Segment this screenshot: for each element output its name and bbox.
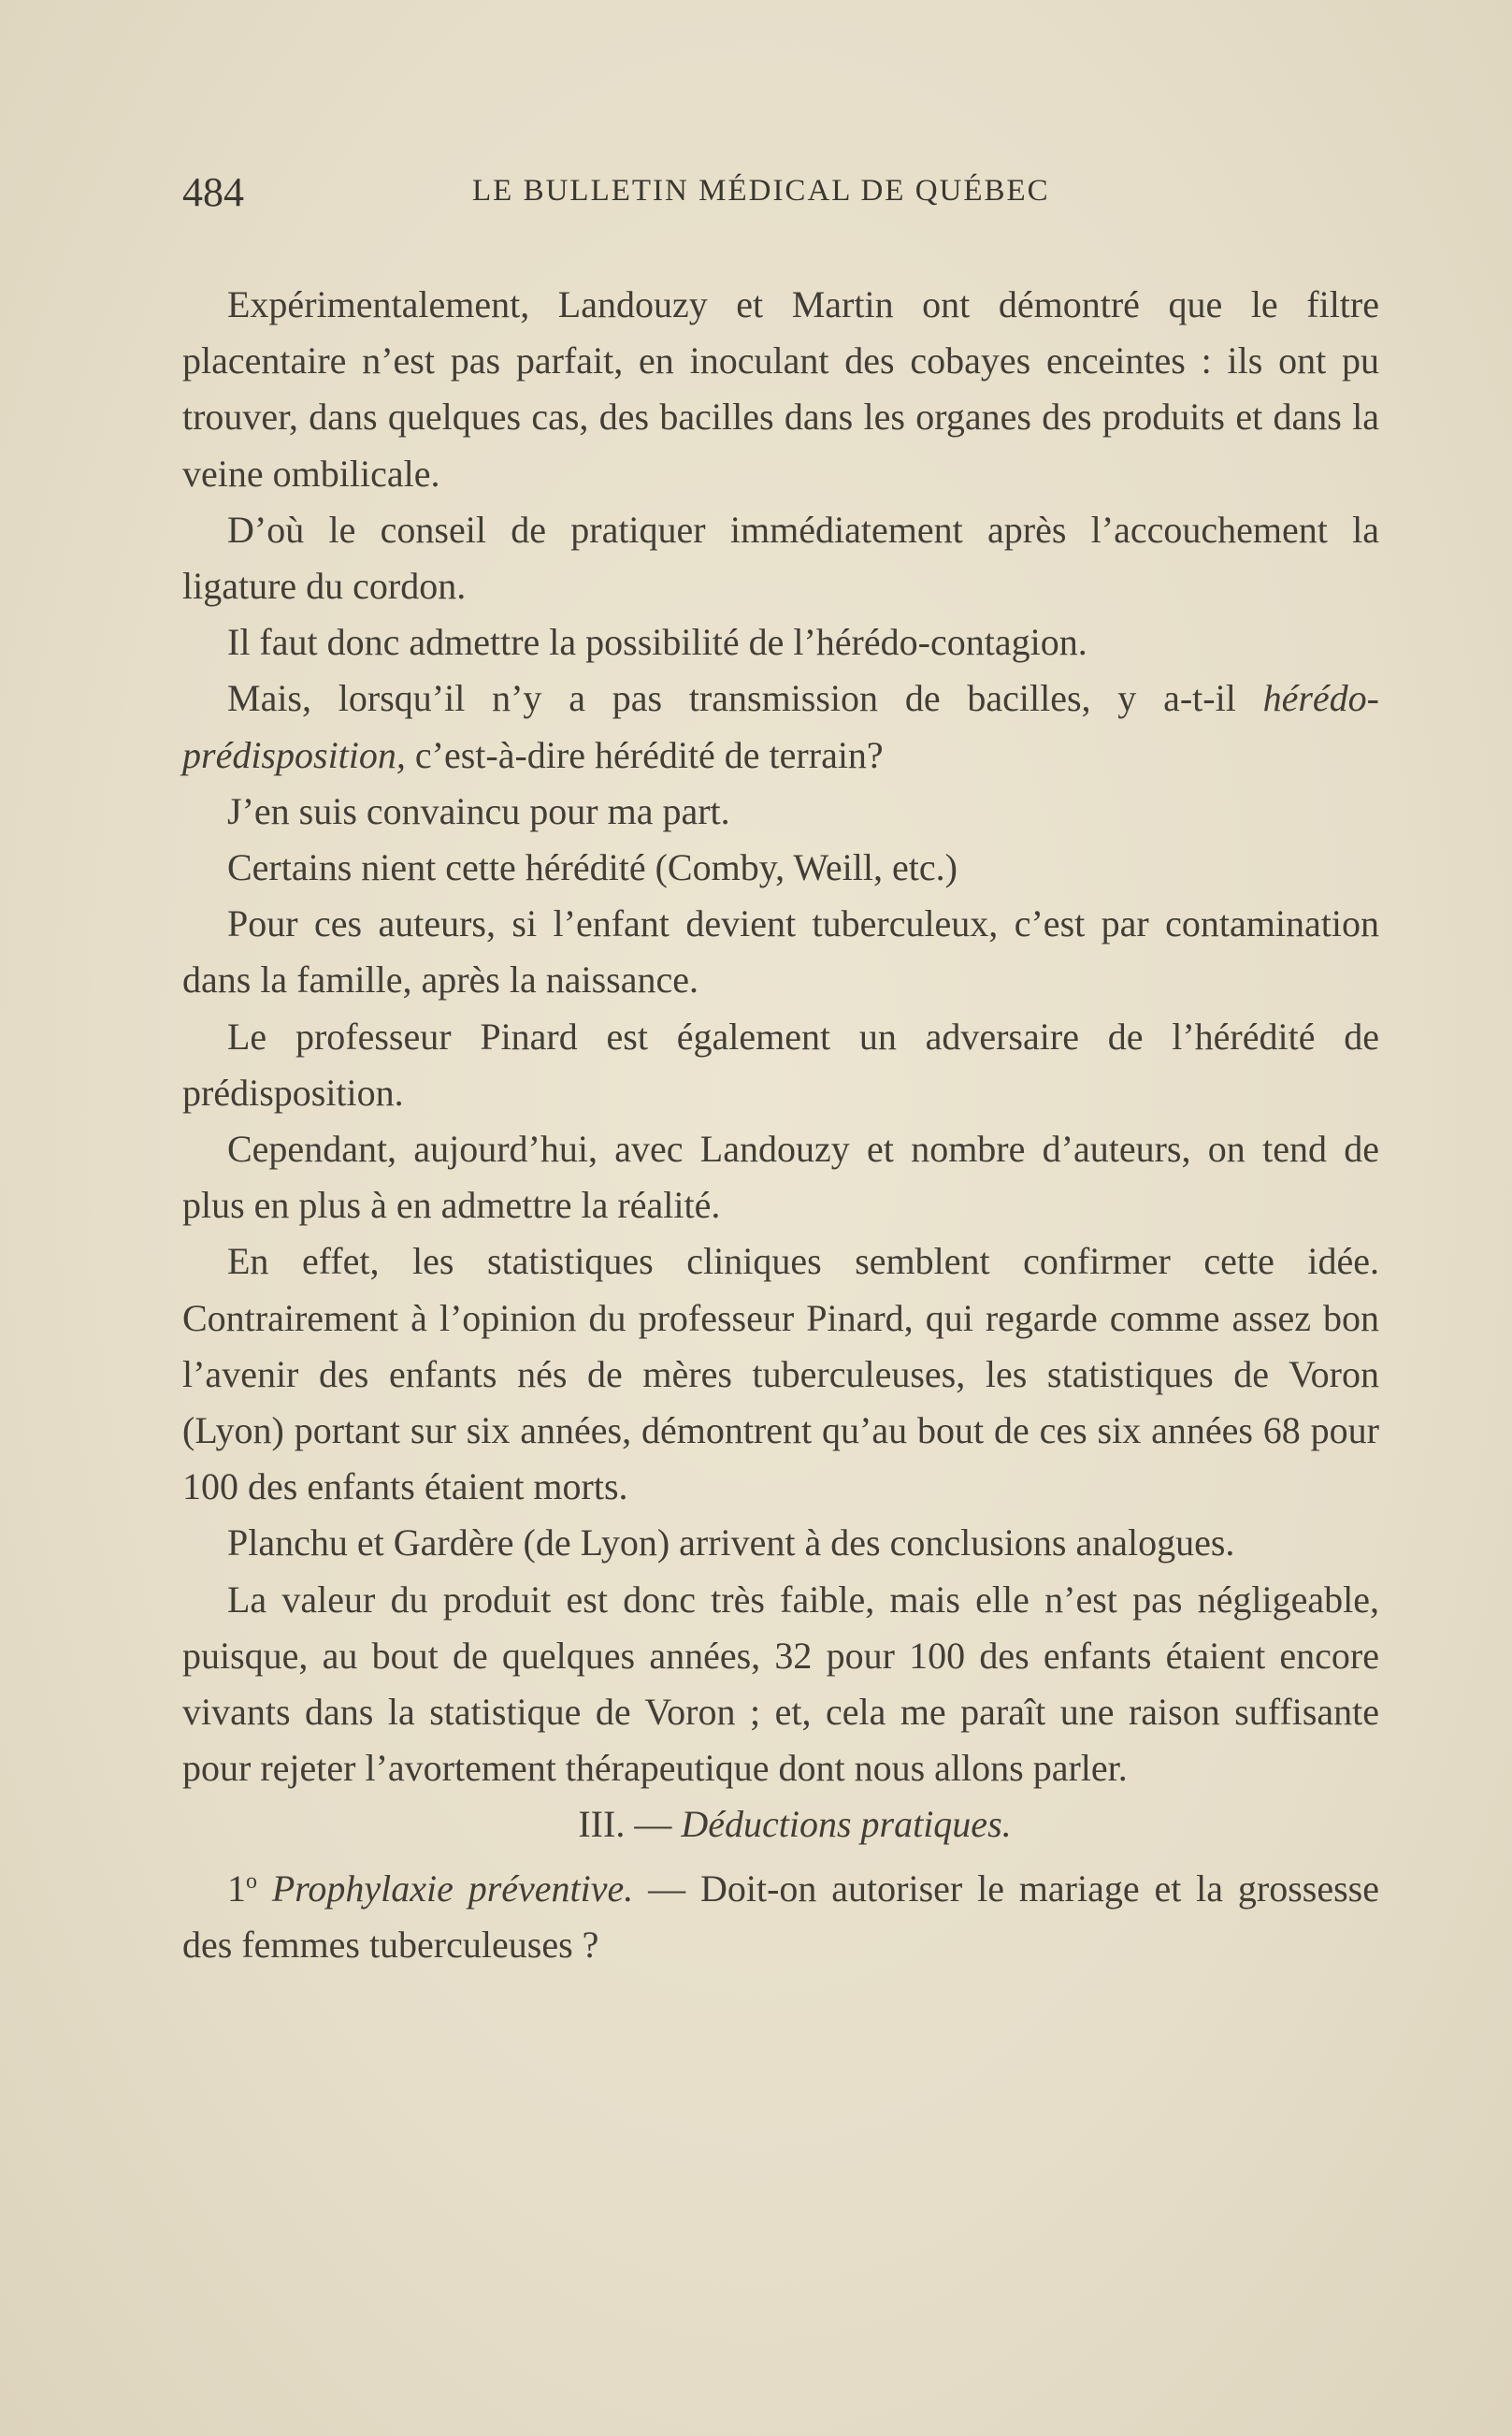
paragraph: Pour ces auteurs, si l’enfant devient tuberculeux, c’est par contamination dans la famille, après la naissance. [182, 902, 1379, 1002]
paragraph: J’en suis convaincu pour ma part. [227, 789, 730, 832]
paragraph [182, 670, 1379, 783]
text-run: c’est-à-dire hérédité de terrain? [414, 733, 884, 776]
italic-term: hérédo-prédisposition, [182, 677, 1380, 776]
paragraph: En effet, les statistiques cliniques semblent confirmer cette idée. Contrairement à l’opinion du professeur Pinard, qui regarde comme assez bon l’avenir des enfants nés de mères tuberculeuses, les statistiques de Voron (Lyon) portant sur six années, démontrent qu’au bout de ces six années 68 pour 100 des enfants étaient morts. [182, 1240, 1379, 1508]
text-run: — Doit-on autoriser le mariage et la grossesse des femmes tuberculeuses ? [182, 1867, 1379, 1966]
section-title: Déductions pratiques. [681, 1803, 1012, 1846]
paragraph: Le professeur Pinard est également un adversaire de l’hérédité de prédisposition. [182, 1015, 1379, 1114]
item-number: 1 [227, 1867, 246, 1910]
running-head: LE BULLETIN MÉDICAL DE QUÉBEC [472, 174, 1050, 208]
text-run: Mais, lorsqu’il n’y a pas transmission de bacilles, y a-t-il [227, 677, 1236, 720]
paragraph: Certains nient cette hérédité (Comby, Weill, etc.) [227, 846, 958, 889]
paragraph: Il faut donc admettre la possibilité de l’hérédo-contagion. [227, 621, 1087, 664]
section-heading [182, 1796, 1379, 1852]
page-header [182, 168, 1379, 224]
paragraph: La valeur du produit est donc très faible, mais elle n’est pas négligeable, puisque, au bout de quelques années, 32 pour 100 des enfants étaient encore vivants dans la statistique de Voron ; et, cela me paraît une raison suffisante pour rejeter l’avortement thérapeutique dont nous allons parler. [182, 1578, 1379, 1790]
paragraph [182, 1853, 1379, 1973]
italic-term: Prophylaxie préventive. [271, 1867, 634, 1910]
section-number: III. — [578, 1803, 672, 1846]
paragraph: Expérimentalement, Landouzy et Martin ont démontré que le filtre placentaire n’est pas parfait, en inoculant des cobayes enceintes : ils ont pu trouver, dans quelques cas, des bacilles dans les organes des produits et dans la veine ombilicale. [182, 283, 1379, 495]
paragraph: Planchu et Gardère (de Lyon) arrivent à des conclusions analogues. [227, 1521, 1235, 1564]
page-number: 484 [182, 169, 244, 215]
ordinal-mark: o [246, 1868, 257, 1894]
paragraph: Cependant, aujourd’hui, avec Landouzy et nombre d’auteurs, on tend de plus en plus à en admettre la réalité. [182, 1128, 1379, 1227]
body-text [182, 277, 1379, 1973]
paragraph: D’où le conseil de pratiquer immédiatement après l’accouchement la ligature du cordon. [182, 508, 1379, 608]
